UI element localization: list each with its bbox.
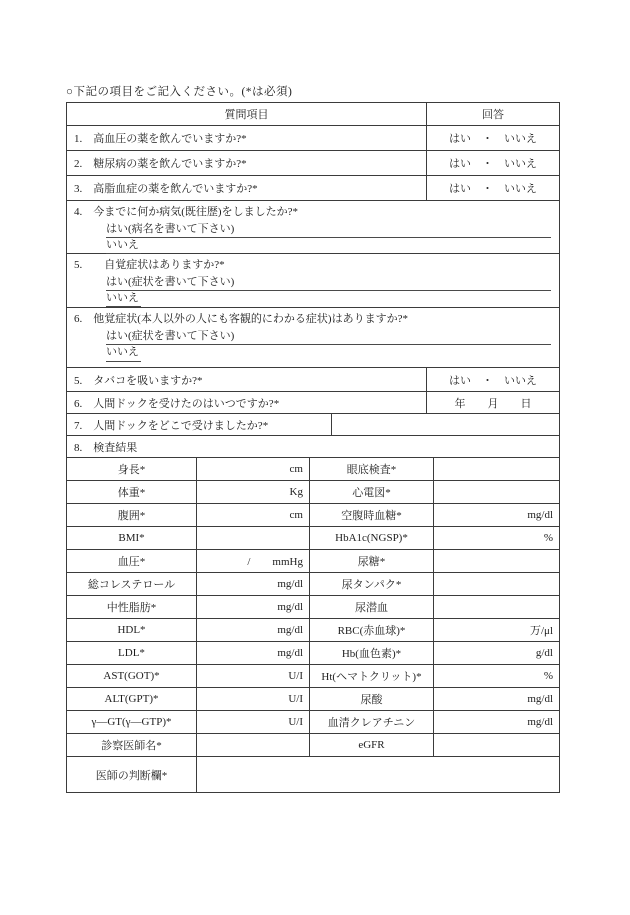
- section-header-test-results: 8. 検査結果: [67, 435, 559, 457]
- questionnaire-table: [66, 102, 560, 793]
- judgment-blank-cell: [196, 757, 559, 792]
- result-value-unit-cell: [196, 734, 309, 756]
- result-label: 身長*: [117, 464, 146, 476]
- result-value-unit-cell: %: [433, 665, 559, 687]
- yes-no-answer: はい ・ いいえ: [426, 176, 559, 200]
- result-label: 体重*: [117, 487, 146, 499]
- result-value-unit-cell: [433, 734, 559, 756]
- doctor-judgment-row: [67, 756, 559, 792]
- result-label: 心電図*: [309, 481, 433, 503]
- question-text: 6. 他覚症状(本人以外の人にも客観的にわかる症状)はありますか?*: [74, 313, 408, 325]
- result-label: eGFR: [309, 734, 433, 756]
- result-label: 診察医師名*: [101, 740, 162, 752]
- date-answer-year-month-day: 年 月 日: [426, 392, 559, 413]
- result-value-unit-cell: %: [433, 527, 559, 549]
- result-value-unit-cell: [433, 573, 559, 595]
- result-row-doctor-name: [67, 733, 559, 756]
- result-label: Ht(ヘマトクリット)*: [309, 665, 433, 687]
- result-value-unit-cell: mg/dl: [433, 711, 559, 733]
- question-row-diabetes-medicine: [67, 150, 559, 175]
- yes-write-in-line: [106, 274, 553, 291]
- yes-write-in-line: [106, 221, 553, 238]
- result-label: 腹囲*: [117, 510, 146, 522]
- no-option: いいえ: [106, 345, 141, 362]
- question-text: 3. 高脂血症の薬を飲んでいますか?*: [74, 183, 258, 195]
- result-value-unit-cell: cm: [196, 504, 309, 526]
- result-label: RBC(赤血球)*: [309, 619, 433, 641]
- result-value-unit-cell: cm: [196, 458, 309, 480]
- question-text: 6. 人間ドックを受けたのはいつですか?*: [74, 397, 280, 410]
- result-row-ast-got: [67, 664, 559, 687]
- result-value-unit-cell: mg/dl: [433, 504, 559, 526]
- result-value-unit-cell: [433, 550, 559, 572]
- result-row-triglycerides: [67, 595, 559, 618]
- result-row-hdl: [67, 618, 559, 641]
- question-row-dock-date: [67, 391, 559, 413]
- result-value-unit-cell: U/I: [196, 711, 309, 733]
- result-label: ALT(GPT)*: [104, 693, 159, 705]
- no-option: いいえ: [106, 238, 141, 254]
- result-row-height: [67, 457, 559, 480]
- no-option: いいえ: [106, 291, 141, 307]
- result-label: HDL*: [117, 624, 146, 636]
- result-value-unit-cell: mg/dl: [196, 573, 309, 595]
- result-value-unit-cell: mg/dl: [196, 619, 309, 641]
- result-label: 尿酸: [309, 688, 433, 710]
- question-text: 7. 人間ドックをどこで受けましたか?*: [74, 419, 269, 432]
- result-value-unit-cell: Kg: [196, 481, 309, 503]
- result-label: 尿糖*: [309, 550, 433, 572]
- question-text: 2. 糖尿病の薬を飲んでいますか?*: [74, 158, 247, 170]
- result-label: 尿潜血: [309, 596, 433, 618]
- result-label: 眼底検査*: [309, 458, 433, 480]
- write-in-underline: はい(病名を書いて下さい): [106, 221, 551, 238]
- question-row-hyperlipidemia-medicine: [67, 175, 559, 200]
- question-row-blood-pressure-medicine: [67, 125, 559, 150]
- result-value-unit-cell: U/I: [196, 665, 309, 687]
- result-row-ldl: [67, 641, 559, 664]
- question-row-medical-history: [67, 200, 559, 253]
- result-row-gamma-gt: [67, 710, 559, 733]
- result-value-unit-cell: 万/μl: [433, 619, 559, 641]
- result-label: HbA1c(NGSP)*: [309, 527, 433, 549]
- yes-no-answer: はい ・ いいえ: [426, 151, 559, 175]
- result-label: 総コレステロール: [87, 579, 176, 591]
- result-label: AST(GOT)*: [103, 670, 160, 682]
- result-label: 尿タンパク*: [309, 573, 433, 595]
- question-column-header: 質問項目: [224, 109, 269, 121]
- answer-column-header: 回答: [426, 103, 559, 125]
- write-in-underline: はい(症状を書いて下さい): [106, 328, 551, 345]
- result-label: 医師の判断欄*: [95, 769, 168, 782]
- result-value-unit-cell: [433, 596, 559, 618]
- question-row-objective-symptoms: [67, 307, 559, 367]
- result-row-waist: [67, 503, 559, 526]
- result-value-unit-cell: [196, 527, 309, 549]
- yes-no-answer: はい ・ いいえ: [426, 368, 559, 391]
- result-row-alt-gpt: [67, 687, 559, 710]
- result-value-unit-cell: / mmHg: [196, 550, 309, 572]
- location-answer-blank-cell: [331, 414, 559, 435]
- result-label: 血清クレアチニン: [309, 711, 433, 733]
- question-row-subjective-symptoms: [67, 253, 559, 307]
- result-value-unit-cell: mg/dl: [433, 688, 559, 710]
- result-value-unit-cell: mg/dl: [196, 642, 309, 664]
- table-header-row: [67, 103, 559, 125]
- question-row-tobacco: [67, 367, 559, 391]
- result-value-unit-cell: [433, 458, 559, 480]
- result-label: γ―GT(γ―GTP)*: [91, 716, 172, 728]
- question-row-dock-location: [67, 413, 559, 435]
- result-value-unit-cell: [433, 481, 559, 503]
- question-text: 5. タバコを吸いますか?*: [74, 374, 203, 387]
- question-text: 5. 自覚症状はありますか?*: [74, 259, 225, 271]
- yes-no-answer: はい ・ いいえ: [426, 126, 559, 150]
- form-instruction-title: ○下記の項目をご記入ください。(*は必須): [66, 86, 293, 98]
- result-row-bmi: [67, 526, 559, 549]
- result-label: 中性脂肪*: [106, 602, 157, 614]
- result-row-total-cholesterol: [67, 572, 559, 595]
- result-label: BMI*: [118, 532, 145, 544]
- result-value-unit-cell: mg/dl: [196, 596, 309, 618]
- result-value-unit-cell: g/dl: [433, 642, 559, 664]
- question-text: 1. 高血圧の薬を飲んでいますか?*: [74, 133, 247, 145]
- result-label: Hb(血色素)*: [309, 642, 433, 664]
- result-value-unit-cell: U/I: [196, 688, 309, 710]
- yes-write-in-line: [106, 328, 553, 345]
- result-label: LDL*: [118, 647, 145, 659]
- result-label: 血圧*: [117, 556, 146, 568]
- write-in-underline: はい(症状を書いて下さい): [106, 274, 551, 291]
- result-row-weight: [67, 480, 559, 503]
- result-row-blood-pressure: [67, 549, 559, 572]
- question-text: 4. 今までに何か病気(既往歴)をしましたか?*: [74, 206, 298, 218]
- result-label: 空腹時血糖*: [309, 504, 433, 526]
